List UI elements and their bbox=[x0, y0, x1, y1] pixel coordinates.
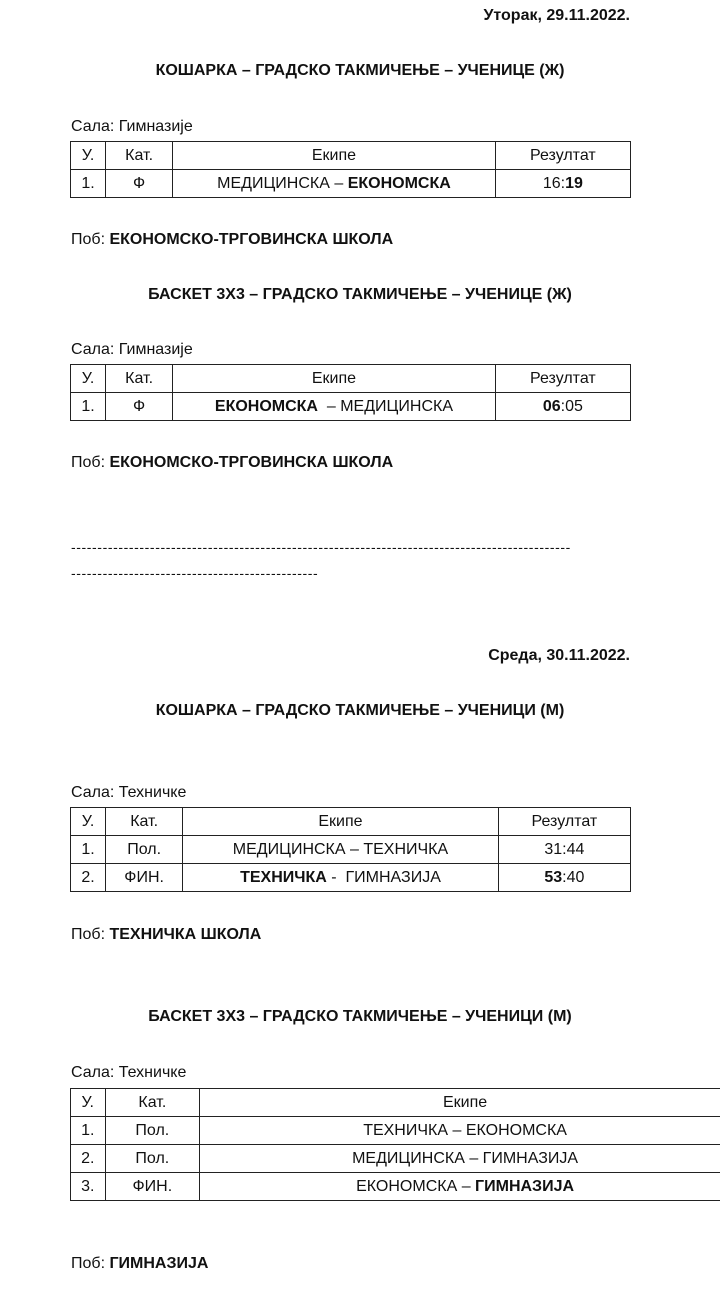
team-a: МЕДИЦИНСКА bbox=[352, 1150, 465, 1167]
team-b: ГИМНАЗИЈА bbox=[345, 869, 441, 886]
table-row bbox=[71, 393, 631, 421]
team-separator: – bbox=[317, 398, 341, 415]
score-a: 31 bbox=[544, 841, 563, 858]
date-heading: Уторак, 29.11.2022. bbox=[483, 7, 630, 24]
team-separator: – bbox=[464, 1150, 483, 1167]
section-title: КОШАРКА – ГРАДСКО ТАКМИЧЕЊЕ – УЧЕНИЦИ (М) bbox=[155, 702, 565, 719]
team-separator: - bbox=[326, 869, 346, 886]
table-row bbox=[71, 170, 631, 198]
team-b: ЕКОНОМСКА bbox=[347, 175, 451, 192]
row-number: 1. bbox=[71, 836, 106, 864]
table-row bbox=[71, 836, 631, 864]
winner-name: ЕКОНОМСКО-ТРГОВИНСКА ШКОЛА bbox=[109, 454, 394, 471]
team-separator: – bbox=[329, 175, 348, 192]
score-b: 19 bbox=[565, 175, 583, 192]
table-row bbox=[71, 864, 631, 892]
header-cell: У. bbox=[71, 808, 106, 836]
team-a: ЕКОНОМСКА bbox=[356, 1178, 458, 1195]
row-teams bbox=[183, 836, 499, 864]
results-table bbox=[70, 807, 631, 892]
score-b: 40 bbox=[566, 869, 585, 886]
team-a: ТЕХНИЧКА bbox=[240, 869, 327, 886]
header-cell: У. bbox=[71, 365, 106, 393]
winner-name: ГИМНАЗИЈА bbox=[109, 1255, 209, 1272]
score-b: 05 bbox=[565, 398, 583, 415]
row-number: 1. bbox=[71, 393, 106, 421]
header-cell: Резултат bbox=[498, 808, 630, 836]
results-table-wrapper bbox=[70, 1088, 720, 1201]
team-b: МЕДИЦИНСКА bbox=[340, 398, 453, 415]
team-a: ЕКОНОМСКА bbox=[214, 398, 318, 415]
team-b: ЕКОНОМСКА bbox=[465, 1122, 567, 1139]
team-b: ТЕХНИЧКА bbox=[363, 841, 449, 858]
row-number: 1. bbox=[71, 1117, 106, 1145]
header-cell: Кат. bbox=[105, 1089, 200, 1117]
team-a: ТЕХНИЧКА bbox=[363, 1122, 449, 1139]
row-number: 3. bbox=[71, 1173, 106, 1201]
header-cell: Кат. bbox=[106, 142, 173, 170]
row-score: 16:19 bbox=[495, 170, 630, 198]
section-title: БАСКЕТ 3Х3 – ГРАДСКО ТАКМИЧЕЊЕ – УЧЕНИЦИ (М) bbox=[148, 1008, 572, 1025]
header-cell: Резултат bbox=[495, 365, 630, 393]
table-header-row bbox=[71, 365, 631, 393]
header-cell: У. bbox=[71, 142, 106, 170]
table-header-row bbox=[71, 142, 631, 170]
row-score: 53:40 bbox=[498, 864, 630, 892]
results-table bbox=[70, 141, 631, 198]
row-number: 1. bbox=[71, 170, 106, 198]
row-category: Ф bbox=[106, 393, 173, 421]
winner-label: Поб: bbox=[71, 454, 106, 471]
row-category: Ф bbox=[106, 170, 173, 198]
date-heading: Среда, 30.11.2022. bbox=[488, 647, 630, 664]
winner-line bbox=[71, 926, 261, 944]
header-cell: Резултат bbox=[495, 142, 630, 170]
row-score: 31:44 bbox=[498, 836, 630, 864]
winner-label: Поб: bbox=[71, 926, 106, 943]
team-b: ГИМНАЗИЈА bbox=[482, 1150, 579, 1167]
section-title: БАСКЕТ 3Х3 – ГРАДСКО ТАКМИЧЕЊЕ – УЧЕНИЦЕ (Ж) bbox=[148, 286, 572, 303]
row-category: Пол. bbox=[106, 836, 183, 864]
score-a: 53 bbox=[544, 869, 563, 886]
winner-line bbox=[71, 231, 393, 249]
team-separator: – bbox=[448, 1122, 466, 1139]
row-number: 2. bbox=[71, 1145, 106, 1173]
team-separator: – bbox=[457, 1178, 476, 1195]
hall-label: Сала: Техничке bbox=[71, 1064, 187, 1081]
hall-label: Сала: Гимназије bbox=[71, 118, 193, 135]
header-cell: Екипе bbox=[173, 365, 496, 393]
row-teams bbox=[173, 170, 496, 198]
hall-label: Сала: Техничке bbox=[71, 784, 187, 801]
team-a: МЕДИЦИНСКА bbox=[232, 841, 346, 858]
winner-line bbox=[71, 454, 393, 472]
table-row bbox=[71, 1145, 720, 1173]
header-cell: Екипе bbox=[183, 808, 499, 836]
section-title: КОШАРКА – ГРАДСКО ТАКМИЧЕЊЕ – УЧЕНИЦЕ (Ж) bbox=[155, 62, 565, 79]
score-a: 16 bbox=[542, 175, 561, 192]
hall-label: Сала: Гимназије bbox=[71, 341, 193, 358]
header-cell: Кат. bbox=[106, 365, 173, 393]
row-teams bbox=[200, 1145, 720, 1173]
team-b: ГИМНАЗИЈА bbox=[475, 1178, 575, 1195]
score-b: 44 bbox=[566, 841, 585, 858]
team-separator: – bbox=[345, 841, 364, 858]
separator-line: ----------------------------------------------------------------------------------------------- bbox=[71, 539, 571, 555]
row-teams bbox=[200, 1117, 720, 1145]
results-table bbox=[70, 1088, 720, 1201]
row-number: 2. bbox=[71, 864, 106, 892]
row-teams bbox=[183, 864, 499, 892]
row-category: ФИН. bbox=[105, 1173, 200, 1201]
row-category: ФИН. bbox=[106, 864, 183, 892]
team-a: МЕДИЦИНСКА bbox=[217, 175, 330, 192]
winner-name: ЕКОНОМСКО-ТРГОВИНСКА ШКОЛА bbox=[109, 231, 394, 248]
winner-label: Поб: bbox=[71, 1255, 106, 1272]
score-a: 06 bbox=[542, 398, 561, 415]
winner-line bbox=[71, 1255, 208, 1273]
winner-name: ТЕХНИЧКА ШКОЛА bbox=[109, 926, 262, 943]
row-teams bbox=[200, 1173, 720, 1201]
row-teams bbox=[173, 393, 496, 421]
results-table bbox=[70, 364, 631, 421]
table-header-row bbox=[71, 1089, 720, 1117]
table-row bbox=[71, 1117, 720, 1145]
header-cell: Екипе bbox=[200, 1089, 720, 1117]
header-cell: Екипе bbox=[173, 142, 496, 170]
table-header-row bbox=[71, 808, 631, 836]
row-category: Пол. bbox=[105, 1145, 200, 1173]
table-row bbox=[71, 1173, 720, 1201]
row-category: Пол. bbox=[105, 1117, 200, 1145]
separator-line: ----------------------------------------------- bbox=[71, 565, 319, 581]
row-score: 06:05 bbox=[495, 393, 630, 421]
winner-label: Поб: bbox=[71, 231, 106, 248]
header-cell: У. bbox=[71, 1089, 106, 1117]
header-cell: Кат. bbox=[106, 808, 183, 836]
